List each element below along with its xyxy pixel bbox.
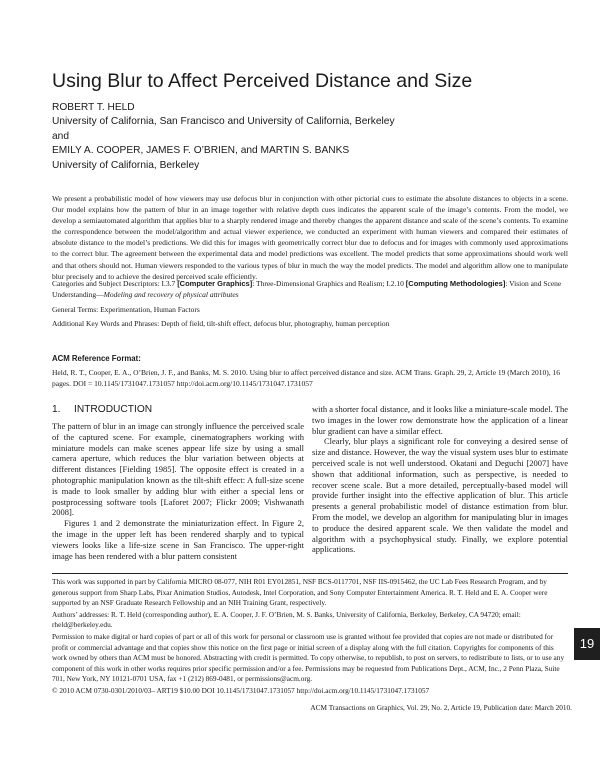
paper-title: Using Blur to Affect Perceived Distance and Size bbox=[52, 70, 473, 92]
funding-note: This work was supported in part by California MICRO 08-077, NIH R01 EY012851, NSF BCS-0117701, NSF IIS-0915462, the UC Lab Fees Research Program, and by generous support from Sharp Labs, Pixar Animation Studios, Autodesk, Intel Corporation, and Sony Computer Entertainment America. R. T. Held and E. A. Cooper were supported by an NSF Graduate Research Fellowship and an NIH Training Grant, respectively. bbox=[52, 577, 548, 608]
running-footer: ACM Transactions on Graphics, Vol. 29, No. 2, Article 19, Publication date: March 2010. bbox=[310, 703, 572, 712]
author-names: EMILY A. COOPER, JAMES F. O’BRIEN, and MARTIN S. BANKS bbox=[52, 145, 350, 157]
abstract: We present a probabilistic model of how viewers may use defocus blur in conjunction with other pictorial cues to estimate the absolute distances to objects in a scene. Our model explains how the pattern of blur in an image together with relative depth cues indicates the apparent scale of the image’s contents. From the model, we develop a semiautomated algorithm that applies blur to a sharply rendered image and thereby changes the apparent distance and scale of the scene’s contents. To examine the correspondence between the model/algorithm and actual viewer experience, we conducted an experiment with human viewers and compared their estimates of absolute distance to the model’s predictions. We did this for images with geometrically correct blur due to defocus and for images with commonly used approximations to the correct blur. The agreement between the experimental data and model predictions was excellent. The model predicts that some approximations should work well and that others should not. Human viewers responded to the various types of blur in much the way the model predicts. The model and algorithm allow one to manipulate blur precisely and to achieve the desired perceived scale efficiently. bbox=[52, 194, 568, 281]
general-terms: General Terms: Experimentation, Human Factors bbox=[52, 304, 200, 314]
footnotes bbox=[52, 577, 568, 698]
author-addresses: Authors’ addresses: R. T. Held (corresponding author), E. A. Cooper, J. F. O’Brien, M. S. Banks, University of California, Berkeley, Berkeley, CA 94720; email: rheld@berkeley.edu. bbox=[52, 609, 521, 630]
author-affiliation: University of California, Berkeley bbox=[52, 159, 200, 171]
page-number-tab: 19 bbox=[574, 628, 600, 660]
paragraph: with a shorter focal distance, and it looks like a miniature-scale model. The two images in the lower row demonstrate how the application of a linear blur gradient can have a similar effect. bbox=[312, 404, 568, 436]
paragraph: Figures 1 and 2 demonstrate the miniaturization effect. In Figure 2, the image in the upper left has been rendered sharply and to typical viewers looks like a life-size scene in San Francisco. The upper-right image has been rendered with a blur pattern consistent bbox=[52, 518, 304, 561]
section-title: INTRODUCTION bbox=[74, 404, 153, 415]
metadata-block bbox=[52, 279, 568, 330]
section-number: 1. bbox=[52, 404, 61, 415]
right-column bbox=[312, 404, 568, 555]
left-column bbox=[52, 421, 304, 561]
author-block bbox=[52, 101, 395, 173]
keywords: Additional Key Words and Phrases: Depth of field, tilt-shift effect, defocus blur, photography, human perception bbox=[52, 319, 390, 329]
copyright-line: © 2010 ACM 0730-0301/2010/03– ART19 $10.00 DOI 10.1145/1731047.1731057 http://doi.acm.org/10.1145/1731047.1731057 bbox=[52, 685, 430, 695]
author-name: ROBERT T. HELD bbox=[52, 102, 135, 113]
footnote-rule bbox=[52, 573, 568, 574]
acm-reference-text: Held, R. T., Cooper, E. A., O’Brien, J. F., and Banks, M. S. 2010. Using blur to affect perceived distance and size. ACM Trans. Graph. 29, 2, Article 19 (March 2010), 16 pages. DOI = 10.1145/1731047.1731057 http://doi.acm.org/10.1145/1731047.1731057 bbox=[52, 368, 560, 388]
author-affiliation: University of California, San Francisco and University of California, Berkeley bbox=[52, 116, 395, 128]
section-heading bbox=[52, 404, 152, 415]
categories: Categories and Subject Descriptors: I.3.7 [Computer Graphics]: Three-Dimensional Graphics and Realism; I.2.10 [Computing Methodologies]: Vision and Scene Understanding—Modeling and recovery of physical attributes bbox=[52, 279, 562, 299]
author-conjunction: and bbox=[52, 130, 69, 142]
acm-reference-heading: ACM Reference Format: bbox=[52, 354, 141, 363]
paragraph: The pattern of blur in an image can strongly influence the perceived scale of the captured scene. For example, cinematographers working with miniature models can make scenes appear life size by using a small camera aperture, which reduces the blur variation between objects at different distances [Fielding 1985]. The opposite effect is created in a photographic manipulation known as the tilt-shift effect: A full-size scene is made to look smaller by adding blur with either a special lens or postprocessing software tools [Laforet 2007; Flickr 2009; Vishwanath 2008]. bbox=[52, 421, 304, 518]
permission-note: Permission to make digital or hard copies of part or all of this work for personal or classroom use is granted without fee provided that copies are not made or distributed for profit or commercial advantage and that copies show this notice on the first page or initial screen of a display along with the full citation. Copyrights for components of this work owned by others than ACM must be honored. Abstracting with credit is permitted. To copy otherwise, to republish, to post on servers, to redistribute to lists, or to use any component of this work in other works requires prior specific permission and/or a fee. Permissions may be requested from Publications Dept., ACM, Inc., 2 Penn Plaza, Suite 701, New York, NY 10121-0701 USA, fax +1 (212) 869-0481, or permissions@acm.org. bbox=[52, 631, 565, 684]
paragraph: Clearly, blur plays a significant role for conveying a desired sense of size and distance. However, the way the visual system uses blur to estimate perceived scale is not well understood. Okatani and Deguchi [2007] have shown that additional information, such as perspective, is needed to recover scene scale. But a more detailed, perceptually-based model will provide further insight into the effective application of blur. This article presents a general probabilistic model of distance estimation from blur. From the model, we develop an algorithm for manipulating blur in images to produce the desired apparent scale. We then validate the model and algorithm with a psychophysical study. Finally, we explore potential applications. bbox=[312, 436, 569, 555]
